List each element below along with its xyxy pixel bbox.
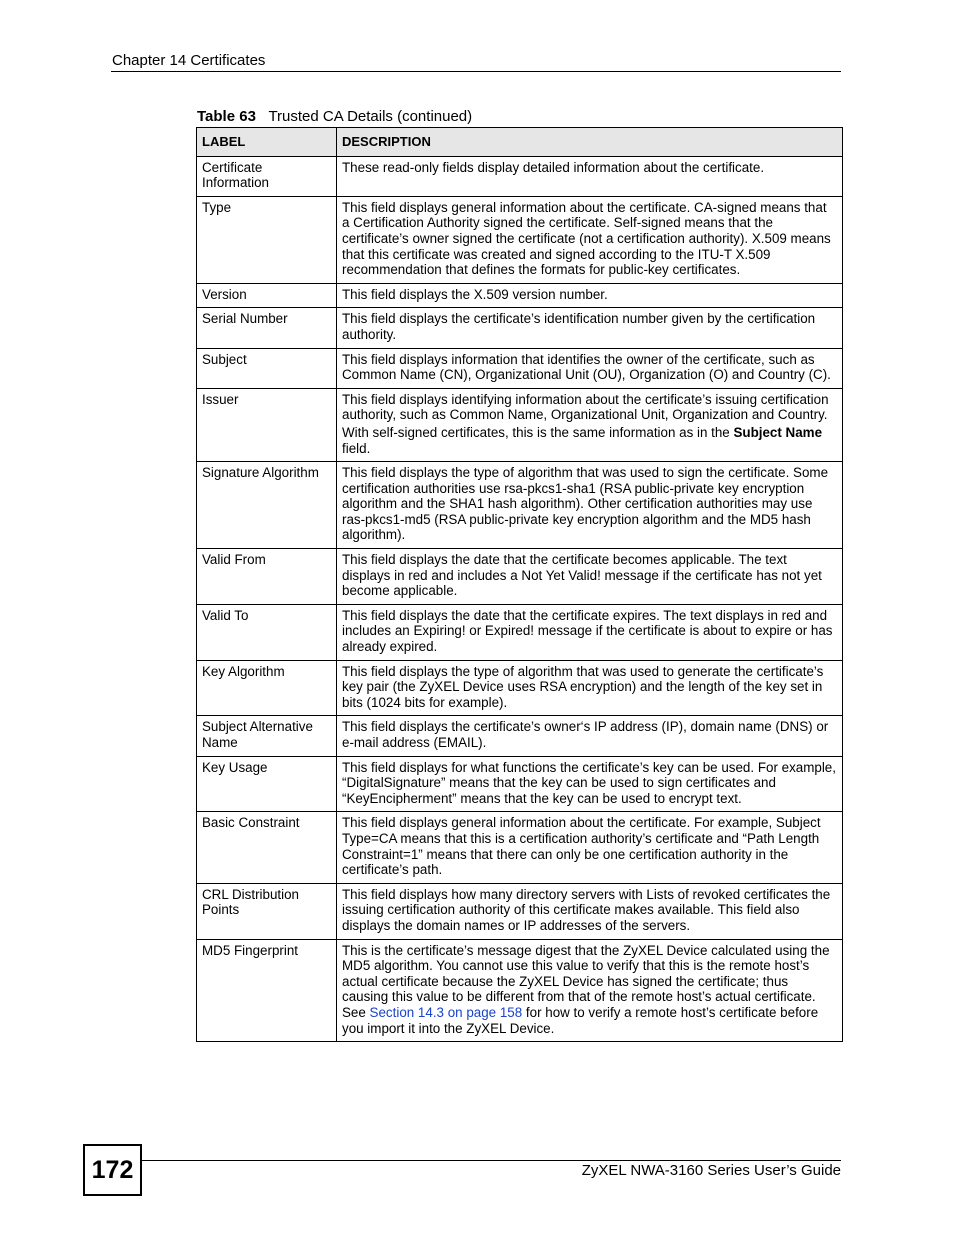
description-paragraph: This field displays the type of algorithm that was used to sign the certificate. Some certification authorities use rsa-pkcs1-sha1 (RSA public-private key encryption algorithm and the SHA1 hash algorithm). Other certification authorities may use ras-pkcs1-md5 (RSA public-private key encryption algorithm and the MD5 hash algorithm). [342, 465, 829, 543]
table-row [197, 660, 843, 716]
trusted-ca-details-table [196, 127, 843, 1042]
row-label: Key Usage [197, 756, 337, 812]
table-row [197, 604, 843, 660]
description-paragraph: This field displays how many directory servers with Lists of revoked certificates the issuing certification authority of this certificate makes available. This field also displays the domain names or IP addresses of the servers. [342, 886, 831, 933]
section-link[interactable]: Section 14.3 on page 158 [369, 1004, 523, 1020]
description-paragraph: These read-only fields display detailed information about the certificate. [342, 159, 765, 175]
description-paragraph: This field displays general information about the certificate. CA-signed means that a Certification Authority signed the certificate. Self-signed means that the certificate’s owner signed the certificate (not a certification authority). X.509 means that this certificate was created and signed according to the ITU-T X.509 recommendation that defines the formats for public-key certificates. [342, 199, 831, 278]
description-note [342, 425, 837, 456]
table-row [197, 156, 843, 196]
table-row [197, 388, 843, 461]
description-paragraph: This field displays the X.509 version number. [342, 286, 608, 302]
table-row [197, 283, 843, 308]
table-row [197, 883, 843, 939]
row-label: Issuer [197, 388, 337, 461]
table-header-row [197, 128, 843, 157]
description-column-header: DESCRIPTION [337, 128, 843, 157]
table-row [197, 939, 843, 1042]
row-label: MD5 Fingerprint [197, 939, 337, 1042]
row-description [337, 156, 843, 196]
table-row [197, 549, 843, 605]
row-description [337, 462, 843, 549]
note-text-end: field. [342, 440, 371, 456]
paragraph-text-end: for how to verify a remote host’s certificate before you import it into the ZyXEL Device. [342, 1004, 819, 1036]
table-title: Trusted CA Details (continued) [268, 108, 473, 125]
row-label: Signature Algorithm [197, 462, 337, 549]
description-paragraph: This field displays the date that the certificate expires. The text displays in red and includes an Expiring! or Expired! message if the certificate is about to expire or has already expired. [342, 607, 833, 655]
description-paragraph: This field displays information that identifies the owner of the certificate, such as Common Name (CN), Organizational Unit (OU), Organization (O) and Country (C). [342, 351, 831, 383]
table-row [197, 716, 843, 756]
table-row [197, 348, 843, 388]
row-label: Subject [197, 348, 337, 388]
row-label: CRL Distribution Points [197, 883, 337, 939]
row-label: Valid To [197, 604, 337, 660]
description-paragraph: This field displays for what functions the certificate’s key can be used. For example, “DigitalSignature” means that the key can be used to sign certificates and “KeyEncipherment” means that the key can be used to encrypt text. [342, 759, 836, 806]
row-label: Key Algorithm [197, 660, 337, 716]
description-paragraph: This field displays the type of algorithm that was used to generate the certificate’s key pair (the ZyXEL Device uses RSA encryption) and the length of the key set in bits (1024 bits for example). [342, 663, 824, 710]
row-description [337, 604, 843, 660]
header-divider [111, 71, 841, 72]
table-number: Table 63 [197, 108, 256, 125]
row-description [337, 883, 843, 939]
table-caption [197, 108, 472, 125]
footer-divider [141, 1160, 841, 1161]
row-label: Version [197, 283, 337, 308]
row-description [337, 756, 843, 812]
table-row [197, 756, 843, 812]
row-label: Valid From [197, 549, 337, 605]
row-label: Subject Alternative Name [197, 716, 337, 756]
row-description [337, 549, 843, 605]
row-description [337, 348, 843, 388]
table-row [197, 462, 843, 549]
row-description [337, 812, 843, 883]
description-paragraph: This field displays identifying information about the certificate’s issuing certification authority, such as Common Name, Organizational Unit, Organization and Country. [342, 391, 829, 423]
row-description [337, 660, 843, 716]
table-row [197, 308, 843, 348]
note-bold-term: Subject Name [733, 424, 823, 440]
row-description [337, 196, 843, 283]
description-paragraph: This field displays the certificate’s owner‘s IP address (IP), domain name (DNS) or e-mail address (EMAIL). [342, 719, 829, 750]
row-label: Certificate Information [197, 156, 337, 196]
row-description [337, 716, 843, 756]
page-number: 172 [83, 1144, 142, 1196]
row-description [337, 939, 843, 1042]
table-row [197, 196, 843, 283]
row-label: Basic Constraint [197, 812, 337, 883]
guide-title: ZyXEL NWA-3160 Series User’s Guide [581, 1162, 841, 1179]
row-description [337, 283, 843, 308]
chapter-header: Chapter 14 Certificates [112, 52, 266, 69]
description-paragraph [342, 943, 837, 1037]
label-column-header: LABEL [197, 128, 337, 157]
description-paragraph: This field displays general information about the certificate. For example, Subject Type=CA means that this is a certification authority’s certificate and “Path Length Constraint=1” means that there can only be one certification authority in the certificate’s path. [342, 815, 821, 878]
row-description [337, 388, 843, 461]
row-label: Serial Number [197, 308, 337, 348]
description-paragraph: This field displays the date that the certificate becomes applicable. The text displays in red and includes a Not Yet Valid! message if the certificate has not yet become applicable. [342, 552, 822, 599]
table-row [197, 812, 843, 883]
note-text: With self-signed certificates, this is the same information as in the [342, 424, 734, 440]
table-body [197, 156, 843, 1042]
row-label: Type [197, 196, 337, 283]
row-description [337, 308, 843, 348]
description-paragraph: This field displays the certificate’s identification number given by the certification authority. [342, 311, 816, 342]
paragraph-text: This is the certificate’s message digest that the ZyXEL Device calculated using the MD5 algorithm. You cannot use this value to verify that this is the remote host’s actual certificate because the ZyXEL Device has signed the certificate; thus causing this value to be different from that of the remote host’s actual certificate. See [342, 942, 830, 1020]
